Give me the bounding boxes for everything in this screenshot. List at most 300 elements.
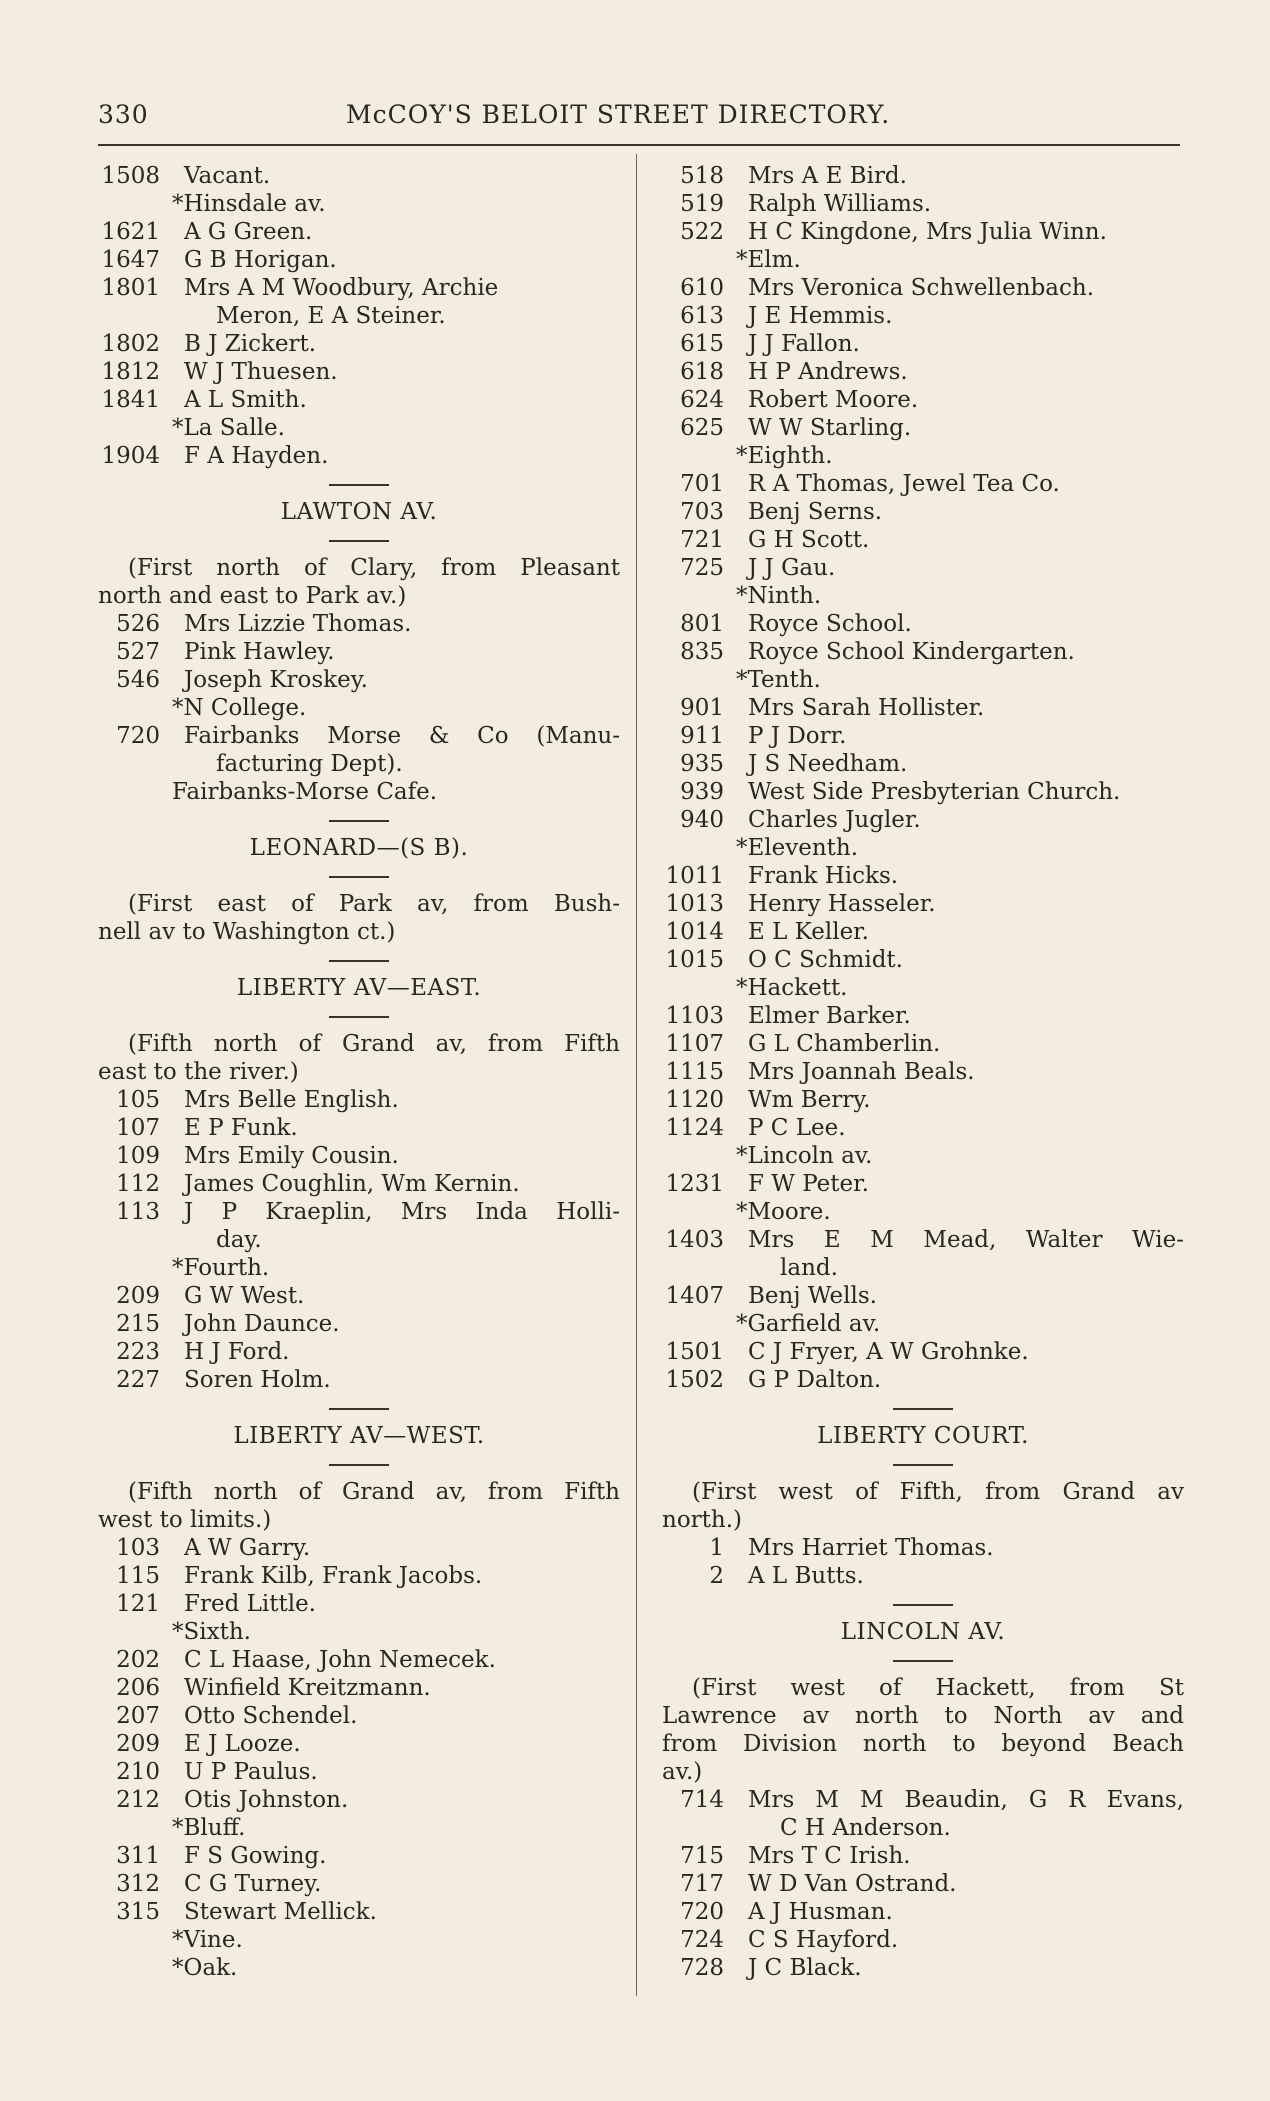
section-rule — [98, 806, 620, 834]
resident-name: West Side Presbyterian Church. — [748, 779, 1121, 805]
house-number: 1501 — [665, 1339, 724, 1365]
description-line: (First north of Clary, from Pleasant — [128, 555, 620, 581]
house-number: 1015 — [665, 947, 724, 973]
resident-name: Mrs Harriet Thomas. — [748, 1535, 994, 1561]
resident-name: U P Paulus. — [184, 1759, 318, 1785]
resident-name: J P Kraeplin, Mrs Inda Holli- — [184, 1199, 620, 1225]
directory-entry — [98, 1366, 620, 1394]
resident-name: Frank Hicks. — [748, 863, 899, 889]
resident-name: F W Peter. — [748, 1171, 869, 1197]
directory-entry — [662, 1058, 1184, 1086]
cross-street-name: *Vine. — [172, 1927, 243, 1953]
directory-entry — [98, 1870, 620, 1898]
directory-entry — [662, 1226, 1184, 1254]
directory-entry — [98, 1282, 620, 1310]
house-number: 613 — [680, 303, 724, 329]
house-number: 1841 — [101, 387, 160, 413]
cross-street — [662, 442, 1184, 470]
directory-entry — [98, 722, 620, 750]
directory-entry — [662, 274, 1184, 302]
resident-name: P J Dorr. — [748, 723, 847, 749]
directory-entry — [662, 1030, 1184, 1058]
street-title: LIBERTY COURT. — [817, 1423, 1029, 1449]
description-line: nell av to Washington ct.) — [98, 919, 396, 945]
directory-entry — [662, 470, 1184, 498]
house-number: 615 — [680, 331, 724, 357]
page-header — [98, 100, 1180, 140]
resident-name: C G Turney. — [184, 1871, 322, 1897]
street-description — [98, 1478, 620, 1534]
house-number: 1403 — [665, 1227, 724, 1253]
street-listing — [662, 162, 1184, 1394]
house-number: 527 — [116, 639, 160, 665]
house-number: 209 — [116, 1283, 160, 1309]
directory-entry — [98, 1142, 620, 1170]
description-line: west to limits.) — [98, 1507, 272, 1533]
resident-name: Mrs T C Irish. — [748, 1843, 911, 1869]
resident-name: J C Black. — [748, 1955, 862, 1981]
resident-name: F A Hayden. — [184, 443, 329, 469]
resident-name: W D Van Ostrand. — [748, 1871, 957, 1897]
house-number: 901 — [680, 695, 724, 721]
resident-name: Charles Jugler. — [748, 807, 921, 833]
section-rule — [98, 470, 620, 498]
resident-name: J E Hemmis. — [748, 303, 893, 329]
directory-entry — [662, 1562, 1184, 1590]
house-number: 618 — [680, 359, 724, 385]
directory-entry — [662, 526, 1184, 554]
house-number: 940 — [680, 807, 724, 833]
resident-name: James Coughlin, Wm Kernin. — [184, 1171, 520, 1197]
house-number: 715 — [680, 1843, 724, 1869]
description-line: from Division north to beyond Beach — [662, 1731, 1184, 1757]
house-number: 2 — [709, 1563, 724, 1589]
house-number: 215 — [116, 1311, 160, 1337]
cross-street — [662, 1198, 1184, 1226]
cross-street — [98, 1814, 620, 1842]
house-number: 1120 — [665, 1087, 724, 1113]
house-number: 714 — [680, 1787, 724, 1813]
directory-entry — [662, 386, 1184, 414]
house-number: 209 — [116, 1731, 160, 1757]
house-number: 624 — [680, 387, 724, 413]
header-rule — [98, 144, 1180, 146]
directory-entry — [662, 750, 1184, 778]
directory-entry — [662, 1926, 1184, 1954]
house-number: 202 — [116, 1647, 160, 1673]
house-number: 1502 — [665, 1367, 724, 1393]
resident-name: Meron, E A Steiner. — [216, 303, 446, 329]
entry-continuation — [98, 750, 620, 778]
house-number: 107 — [116, 1115, 160, 1141]
section-rule — [98, 1394, 620, 1422]
resident-name: Winfield Kreitzmann. — [184, 1675, 431, 1701]
resident-name: land. — [780, 1255, 838, 1281]
resident-name: W J Thuesen. — [184, 359, 338, 385]
house-number: 210 — [116, 1759, 160, 1785]
house-number: 935 — [680, 751, 724, 777]
directory-entry — [98, 1338, 620, 1366]
section-rule — [662, 1590, 1184, 1618]
resident-name: G L Chamberlin. — [748, 1031, 941, 1057]
directory-entry — [98, 638, 620, 666]
directory-entry — [662, 190, 1184, 218]
house-number: 1107 — [665, 1031, 724, 1057]
directory-entry — [662, 1114, 1184, 1142]
page-title: McCOY'S BELOIT STREET DIRECTORY. — [346, 100, 891, 129]
house-number: 1621 — [101, 219, 160, 245]
entry-continuation — [98, 1226, 620, 1254]
resident-name: Stewart Mellick. — [184, 1899, 377, 1925]
cross-street — [662, 834, 1184, 862]
house-number: 1014 — [665, 919, 724, 945]
directory-entry — [662, 610, 1184, 638]
cross-street — [662, 666, 1184, 694]
house-number: 1011 — [665, 863, 724, 889]
directory-entry — [662, 1898, 1184, 1926]
resident-name: C H Anderson. — [780, 1815, 951, 1841]
directory-entry — [98, 1534, 620, 1562]
resident-name: R A Thomas, Jewel Tea Co. — [748, 471, 1060, 497]
house-number: 109 — [116, 1143, 160, 1169]
resident-name: Robert Moore. — [748, 387, 919, 413]
resident-name: E J Looze. — [184, 1731, 301, 1757]
cross-street-name: *Eleventh. — [736, 835, 859, 861]
resident-name: C L Haase, John Nemecek. — [184, 1647, 496, 1673]
street-listing — [98, 610, 620, 806]
cross-street — [98, 778, 620, 806]
cross-street — [98, 694, 620, 722]
cross-street-name: *Hackett. — [736, 975, 848, 1001]
directory-entry — [662, 358, 1184, 386]
house-number: 546 — [116, 667, 160, 693]
cross-street-name: *N College. — [172, 695, 307, 721]
house-number: 526 — [116, 611, 160, 637]
resident-name: Vacant. — [184, 163, 271, 189]
resident-name: Benj Wells. — [748, 1283, 877, 1309]
section-rule — [98, 946, 620, 974]
resident-name: J S Needham. — [748, 751, 908, 777]
house-number: 724 — [680, 1927, 724, 1953]
house-number: 939 — [680, 779, 724, 805]
directory-entry — [98, 1842, 620, 1870]
directory-entry — [662, 778, 1184, 806]
directory-entry — [98, 358, 620, 386]
street-listing — [98, 162, 620, 470]
house-number: 115 — [116, 1563, 160, 1589]
directory-entry — [98, 666, 620, 694]
resident-name: A J Husman. — [748, 1899, 893, 1925]
house-number: 315 — [116, 1899, 160, 1925]
entry-continuation — [662, 1814, 1184, 1842]
house-number: 312 — [116, 1871, 160, 1897]
resident-name: C S Hayford. — [748, 1927, 899, 1953]
resident-name: Henry Hasseler. — [748, 891, 936, 917]
cross-street — [662, 582, 1184, 610]
resident-name: Benj Serns. — [748, 499, 883, 525]
directory-entry — [98, 330, 620, 358]
cross-street — [662, 1142, 1184, 1170]
left-column — [98, 162, 620, 1982]
house-number: 1812 — [101, 359, 160, 385]
house-number: 207 — [116, 1703, 160, 1729]
house-number: 911 — [680, 723, 724, 749]
house-number: 1904 — [101, 443, 160, 469]
directory-entry — [98, 1114, 620, 1142]
directory-entry — [662, 498, 1184, 526]
cross-street-name: *Garfield av. — [736, 1311, 881, 1337]
resident-name: G P Dalton. — [748, 1367, 882, 1393]
resident-name: H C Kingdone, Mrs Julia Winn. — [748, 219, 1107, 245]
house-number: 625 — [680, 415, 724, 441]
cross-street-name: *Lincoln av. — [736, 1143, 873, 1169]
directory-entry — [662, 1282, 1184, 1310]
section-rule — [98, 1002, 620, 1030]
directory-entry — [662, 414, 1184, 442]
resident-name: Ralph Williams. — [748, 191, 932, 217]
resident-name: A G Green. — [184, 219, 313, 245]
house-number: 717 — [680, 1871, 724, 1897]
directory-entry — [98, 1562, 620, 1590]
street-description — [98, 554, 620, 610]
house-number: 1124 — [665, 1115, 724, 1141]
house-number: 725 — [680, 555, 724, 581]
house-number: 720 — [680, 1899, 724, 1925]
cross-street — [98, 1254, 620, 1282]
directory-entry — [98, 1310, 620, 1338]
description-line: av.) — [662, 1759, 703, 1785]
cross-street-name: Fairbanks-Morse Cafe. — [172, 779, 438, 805]
resident-name: Royce School Kindergarten. — [748, 639, 1075, 665]
resident-name: Mrs E M Mead, Walter Wie- — [748, 1227, 1184, 1253]
directory-entry — [662, 330, 1184, 358]
resident-name: H J Ford. — [184, 1339, 290, 1365]
directory-entry — [98, 386, 620, 414]
house-number: 1801 — [101, 275, 160, 301]
street-description — [662, 1674, 1184, 1786]
directory-entry — [662, 1786, 1184, 1814]
street-listing — [662, 1534, 1184, 1590]
house-number: 610 — [680, 275, 724, 301]
house-number: 103 — [116, 1535, 160, 1561]
description-line: (First west of Fifth, from Grand av — [692, 1479, 1184, 1505]
resident-name: facturing Dept). — [216, 751, 403, 777]
resident-name: Mrs M M Beaudin, G R Evans, — [748, 1787, 1184, 1813]
directory-entry — [662, 554, 1184, 582]
directory-entry — [662, 918, 1184, 946]
section-rule — [662, 1646, 1184, 1674]
entry-continuation — [662, 1254, 1184, 1282]
directory-entry — [662, 1842, 1184, 1870]
description-line: east to the river.) — [98, 1059, 299, 1085]
house-number: 113 — [116, 1199, 160, 1225]
description-line: Lawrence av north to North av and — [662, 1703, 1184, 1729]
house-number: 720 — [116, 723, 160, 749]
resident-name: Mrs A M Woodbury, Archie — [184, 275, 499, 301]
resident-name: Royce School. — [748, 611, 912, 637]
street-description — [662, 1478, 1184, 1534]
street-listing — [98, 1534, 620, 1982]
house-number: 801 — [680, 611, 724, 637]
street-title: LAWTON AV. — [280, 499, 438, 525]
house-number: 112 — [116, 1171, 160, 1197]
resident-name: Mrs Sarah Hollister. — [748, 695, 985, 721]
cross-street-name: *Elm. — [736, 247, 801, 273]
house-number: 206 — [116, 1675, 160, 1701]
section-rule — [98, 862, 620, 890]
column-divider — [636, 154, 637, 1996]
street-listing — [662, 1786, 1184, 1982]
cross-street-name: *Fourth. — [172, 1255, 270, 1281]
cross-street-name: *Eighth. — [736, 443, 833, 469]
directory-entry — [662, 1002, 1184, 1030]
resident-name: W W Starling. — [748, 415, 912, 441]
cross-street — [98, 1926, 620, 1954]
directory-entry — [98, 1730, 620, 1758]
directory-entry — [662, 638, 1184, 666]
street-title: LIBERTY AV—EAST. — [236, 975, 482, 1001]
house-number: 835 — [680, 639, 724, 665]
directory-entry — [662, 218, 1184, 246]
cross-street — [662, 1310, 1184, 1338]
street-description — [98, 1030, 620, 1086]
resident-name: Soren Holm. — [184, 1367, 331, 1393]
street-title: LIBERTY AV—WEST. — [233, 1423, 485, 1449]
resident-name: C J Fryer, A W Grohnke. — [748, 1339, 1029, 1365]
resident-name: Otis Johnston. — [184, 1787, 349, 1813]
street-title: LEONARD—(S B). — [249, 835, 469, 861]
section-rule — [662, 1394, 1184, 1422]
house-number: 227 — [116, 1367, 160, 1393]
directory-entry — [662, 1366, 1184, 1394]
directory-entry — [662, 1870, 1184, 1898]
directory-entry — [662, 1534, 1184, 1562]
description-line: north and east to Park av.) — [98, 583, 407, 609]
resident-name: E L Keller. — [748, 919, 869, 945]
resident-name: Frank Kilb, Frank Jacobs. — [184, 1563, 483, 1589]
resident-name: Wm Berry. — [748, 1087, 871, 1113]
cross-street — [98, 190, 620, 218]
resident-name: Joseph Kroskey. — [184, 667, 368, 693]
cross-street — [662, 974, 1184, 1002]
entry-continuation — [98, 302, 620, 330]
directory-entry — [662, 862, 1184, 890]
resident-name: Mrs Belle English. — [184, 1087, 399, 1113]
house-number: 701 — [680, 471, 724, 497]
house-number: 1013 — [665, 891, 724, 917]
house-number: 522 — [680, 219, 724, 245]
cross-street-name: *Sixth. — [172, 1619, 251, 1645]
resident-name: J J Fallon. — [748, 331, 860, 357]
directory-entry — [98, 218, 620, 246]
directory-entry — [662, 302, 1184, 330]
directory-entry — [98, 1898, 620, 1926]
directory-entry — [662, 1338, 1184, 1366]
house-number: 518 — [680, 163, 724, 189]
directory-entry — [98, 246, 620, 274]
resident-name: F S Gowing. — [184, 1843, 327, 1869]
description-line: (Fifth north of Grand av, from Fifth — [128, 1031, 620, 1057]
resident-name: G W West. — [184, 1283, 305, 1309]
section-rule — [662, 1450, 1184, 1478]
resident-name: Pink Hawley. — [184, 639, 335, 665]
resident-name: day. — [216, 1227, 262, 1253]
house-number: 1103 — [665, 1003, 724, 1029]
directory-entry — [98, 1758, 620, 1786]
resident-name: John Daunce. — [184, 1311, 340, 1337]
resident-name: P C Lee. — [748, 1115, 846, 1141]
directory-entry — [662, 722, 1184, 750]
cross-street — [662, 246, 1184, 274]
house-number: 1508 — [101, 163, 160, 189]
section-rule — [98, 526, 620, 554]
house-number: 519 — [680, 191, 724, 217]
resident-name: H P Andrews. — [748, 359, 908, 385]
resident-name: Mrs Veronica Schwellenbach. — [748, 275, 1095, 301]
directory-entry — [98, 1674, 620, 1702]
directory-entry — [98, 1086, 620, 1114]
resident-name: O C Schmidt. — [748, 947, 903, 973]
resident-name: Mrs Lizzie Thomas. — [184, 611, 412, 637]
resident-name: B J Zickert. — [184, 331, 317, 357]
resident-name: A L Butts. — [748, 1563, 864, 1589]
resident-name: Otto Schendel. — [184, 1703, 358, 1729]
cross-street-name: *Hinsdale av. — [172, 191, 326, 217]
house-number: 1 — [709, 1535, 724, 1561]
resident-name: G H Scott. — [748, 527, 870, 553]
resident-name: A L Smith. — [184, 387, 307, 413]
directory-entry — [662, 946, 1184, 974]
house-number: 223 — [116, 1339, 160, 1365]
resident-name: Mrs A E Bird. — [748, 163, 907, 189]
cross-street — [98, 1618, 620, 1646]
house-number: 1231 — [665, 1171, 724, 1197]
directory-entry — [662, 162, 1184, 190]
description-line: (First east of Park av, from Bush- — [128, 891, 620, 917]
page-number: 330 — [98, 100, 149, 129]
directory-entry — [98, 162, 620, 190]
description-line: (First west of Hackett, from St — [692, 1675, 1184, 1701]
cross-street-name: *Bluff. — [172, 1815, 246, 1841]
resident-name: A W Garry. — [184, 1535, 311, 1561]
resident-name: J J Gau. — [748, 555, 836, 581]
cross-street-name: *Moore. — [736, 1199, 831, 1225]
directory-entry — [98, 442, 620, 470]
right-column — [662, 162, 1184, 1982]
resident-name: E P Funk. — [184, 1115, 298, 1141]
description-line: (Fifth north of Grand av, from Fifth — [128, 1479, 620, 1505]
resident-name: Fairbanks Morse & Co (Manu- — [184, 723, 620, 749]
directory-entry — [662, 1954, 1184, 1982]
house-number: 1407 — [665, 1283, 724, 1309]
resident-name: Mrs Joannah Beals. — [748, 1059, 975, 1085]
resident-name: Elmer Barker. — [748, 1003, 911, 1029]
directory-entry — [662, 1170, 1184, 1198]
directory-entry — [98, 274, 620, 302]
directory-entry — [98, 1786, 620, 1814]
house-number: 703 — [680, 499, 724, 525]
street-listing — [98, 1086, 620, 1394]
house-number: 212 — [116, 1787, 160, 1813]
house-number: 105 — [116, 1087, 160, 1113]
house-number: 728 — [680, 1955, 724, 1981]
cross-street-name: *La Salle. — [172, 415, 285, 441]
directory-entry — [662, 806, 1184, 834]
house-number: 1647 — [101, 247, 160, 273]
resident-name: G B Horigan. — [184, 247, 337, 273]
cross-street-name: *Ninth. — [736, 583, 822, 609]
house-number: 1115 — [665, 1059, 724, 1085]
